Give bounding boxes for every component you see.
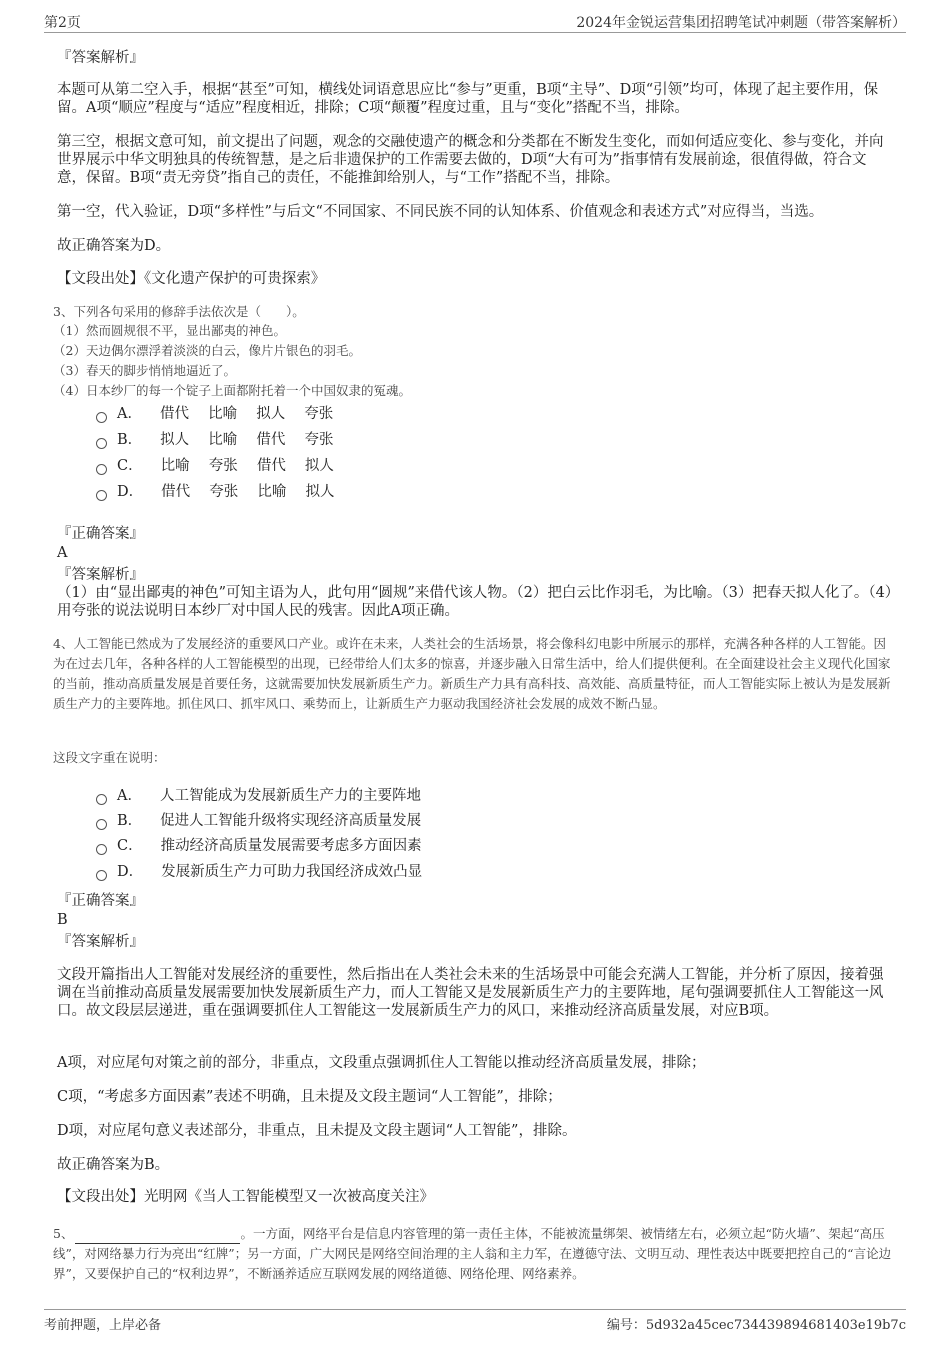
q3-analysis: （1）由“显出鄙夷的神色”可知主语为人，此句用“圆规”来借代该人物。（2）把白云比作羽毛，为比喻。（3）把春天拟人化了。（4）用夸张的说法说明日本纱厂对中国人民的残害。因此A项正确。	[57, 585, 893, 619]
q3-line-1: （1）然而圆规很不平，显出鄙夷的神色。	[53, 323, 286, 338]
q2-analysis-para3: 第一空，代入验证，D项“多样性”与后文“不同国家、不同民族不同的认知体系、价值观念和表述方式”对应得当，当选。	[57, 204, 824, 220]
q2-analysis-label: 『答案解析』	[57, 50, 144, 66]
footer-doc-id: 编号：5d932a45cec734439894681403e19b7c	[606, 1318, 906, 1333]
q4-answer: B	[57, 912, 68, 928]
q3-analysis-label: 『答案解析』	[57, 567, 144, 583]
q4-source: 【文段出处】光明网《当人工智能模型又一次被高度关注》	[57, 1189, 434, 1205]
option-text: 推动经济高质量发展需要考虑多方面因素	[160, 838, 422, 854]
option-text: 比喻 夸张 借代 拟人	[160, 458, 334, 474]
q3-option-d[interactable]	[96, 481, 334, 503]
q4-stem: 4、人工智能已然成为了发展经济的重要风口产业。或许在未来，人类社会的生活场景，将会像科幻电影中所展示的那样，充满各种各样的人工智能。因为在过去几年，各种各样的人工智能模型的出现，已经带给人们太多的惊喜，并逐步融入日常生活中，给人们提供便利。在全面建设社会主义现代化国家的当前，推动高质量发展是首要任务，这就需要加快发展新质生产力。新质生产力具有高科技、高效能、高质量特征，而人工智能实际上被认为是发展新质生产力的主要阵地。抓住风口、抓牢风口、乘势而上，让新质生产力驱动我国经济社会发展的成效不断凸显。	[53, 636, 891, 711]
answer-blank	[75, 1229, 240, 1244]
option-letter: C．	[117, 838, 143, 854]
option-letter: C．	[117, 458, 143, 474]
q4-question: 这段文字重在说明：	[53, 750, 166, 765]
page-number: 第2页	[44, 15, 81, 31]
option-letter: B．	[117, 813, 143, 829]
q3-line-3: （3）春天的脚步悄悄地逼近了。	[53, 363, 236, 378]
q4-option-c[interactable]	[96, 835, 422, 857]
footer-slogan: 考前押题，上岸必备	[44, 1318, 162, 1333]
q4-option-b[interactable]	[96, 810, 421, 832]
q4-answer-label: 『正确答案』	[57, 893, 144, 909]
radio-icon[interactable]	[96, 819, 107, 830]
radio-icon[interactable]	[96, 870, 107, 881]
q5-stem	[53, 1224, 898, 1284]
q3-option-b[interactable]	[96, 429, 333, 451]
header-divider	[44, 32, 906, 33]
option-letter: B．	[117, 432, 143, 448]
q4-option-a[interactable]	[96, 785, 421, 807]
option-text: 借代 夸张 比喻 拟人	[161, 484, 335, 500]
q3-answer: A	[57, 545, 68, 561]
option-letter: A．	[117, 406, 142, 422]
option-text: 人工智能成为发展新质生产力的主要阵地	[159, 788, 421, 804]
radio-icon[interactable]	[96, 438, 107, 449]
q4-analysis-label: 『答案解析』	[57, 934, 144, 950]
q2-source: 【文段出处】《文化遗产保护的可贵探索》	[57, 271, 326, 287]
q4-analysis-para3: C项，“考虑多方面因素”表述不明确，且未提及文段主题词“人工智能”，排除；	[57, 1089, 562, 1105]
q2-analysis-para1: 本题可从第二空入手，根据“甚至”可知，横线处词语意思应比“参与”更重，B项“主导”、D项“引领”均可，体现了起主要作用，保留。A项“顺应”程度与“适应”程度相近，排除；C项“颠覆”程度过重，且与“变化”搭配不当，排除。	[57, 82, 879, 116]
q3-stem: 3、下列各句采用的修辞手法依次是（ ）。	[53, 304, 305, 319]
radio-icon[interactable]	[96, 412, 107, 423]
q4-conclusion: 故正确答案为B。	[57, 1157, 170, 1173]
q3-line-2: （2）天边偶尔漂浮着淡淡的白云，像片片银色的羽毛。	[53, 343, 361, 358]
q5-number: 5、	[53, 1226, 74, 1241]
q3-line-4: （4）日本纱厂的每一个锭子上面都附托着一个中国奴隶的冤魂。	[53, 383, 411, 398]
option-letter: D．	[117, 864, 144, 880]
q3-option-a[interactable]	[96, 403, 333, 425]
q4-analysis-para2: A项，对应尾句对策之前的部分，非重点，文段重点强调抓住人工智能以推动经济高质量发展，排除；	[57, 1055, 706, 1071]
option-text: 借代 比喻 拟人 夸张	[159, 406, 334, 422]
radio-icon[interactable]	[96, 464, 107, 475]
q3-option-c[interactable]	[96, 455, 334, 477]
option-text: 拟人 比喻 借代 夸张	[160, 432, 334, 448]
q4-analysis-para1: 文段开篇指出人工智能对发展经济的重要性，然后指出在人类社会未来的生活场景中可能会充满人工智能，并分析了原因，接着强调在当前推动高质量发展需要加快发展新质生产力，而人工智能又是发展新质生产力的主要阵地，尾句强调要抓住人工智能这一风口。故文段层层递进，重在强调要抓住人工智能这一发展新质生产力的风口，来推动经济高质量发展，对应B项。	[57, 967, 884, 1019]
option-letter: A．	[117, 788, 142, 804]
document-title: 2024年金锐运营集团招聘笔试冲刺题（带答案解析）	[576, 15, 906, 31]
q3-answer-label: 『正确答案』	[57, 526, 144, 542]
radio-icon[interactable]	[96, 490, 107, 501]
option-text: 发展新质生产力可助力我国经济成效凸显	[161, 864, 423, 880]
q4-option-d[interactable]	[96, 861, 422, 883]
radio-icon[interactable]	[96, 794, 107, 805]
q5-text: 。一方面，网络平台是信息内容管理的第一责任主体，不能被流量绑架、被情绪左右，必须立起“防火墙”、架起“高压线”，对网络暴力行为亮出“红牌”；另一方面，广大网民是网络空间治理的主人翁和主力军，在遵德守法、文明互动、理性表达中既要把控自己的“言论边界”，又要保护自己的“权利边界”，不断涵养适应互联网发展的网络道德、网络伦理、网络素养。	[53, 1226, 892, 1281]
footer-divider	[44, 1309, 906, 1310]
option-text: 促进人工智能升级将实现经济高质量发展	[160, 813, 422, 829]
q2-analysis-para2: 第三空，根据文意可知，前文提出了问题，观念的交融使遗产的概念和分类都在不断发生变化，而如何适应变化、参与变化，并向世界展示中华文明独具的传统智慧，是之后非遗保护的工作需要去做的，D项“大有可为”指事情有发展前途，很值得做，符合文意，保留。B项“责无旁贷”指自己的责任，不能推卸给别人，与“工作”搭配不当，排除。	[57, 134, 884, 186]
q4-analysis-para4: D项，对应尾句意义表述部分，非重点，且未提及文段主题词“人工智能”，排除。	[57, 1123, 577, 1139]
radio-icon[interactable]	[96, 844, 107, 855]
option-letter: D．	[117, 484, 144, 500]
q2-conclusion: 故正确答案为D。	[57, 238, 171, 254]
